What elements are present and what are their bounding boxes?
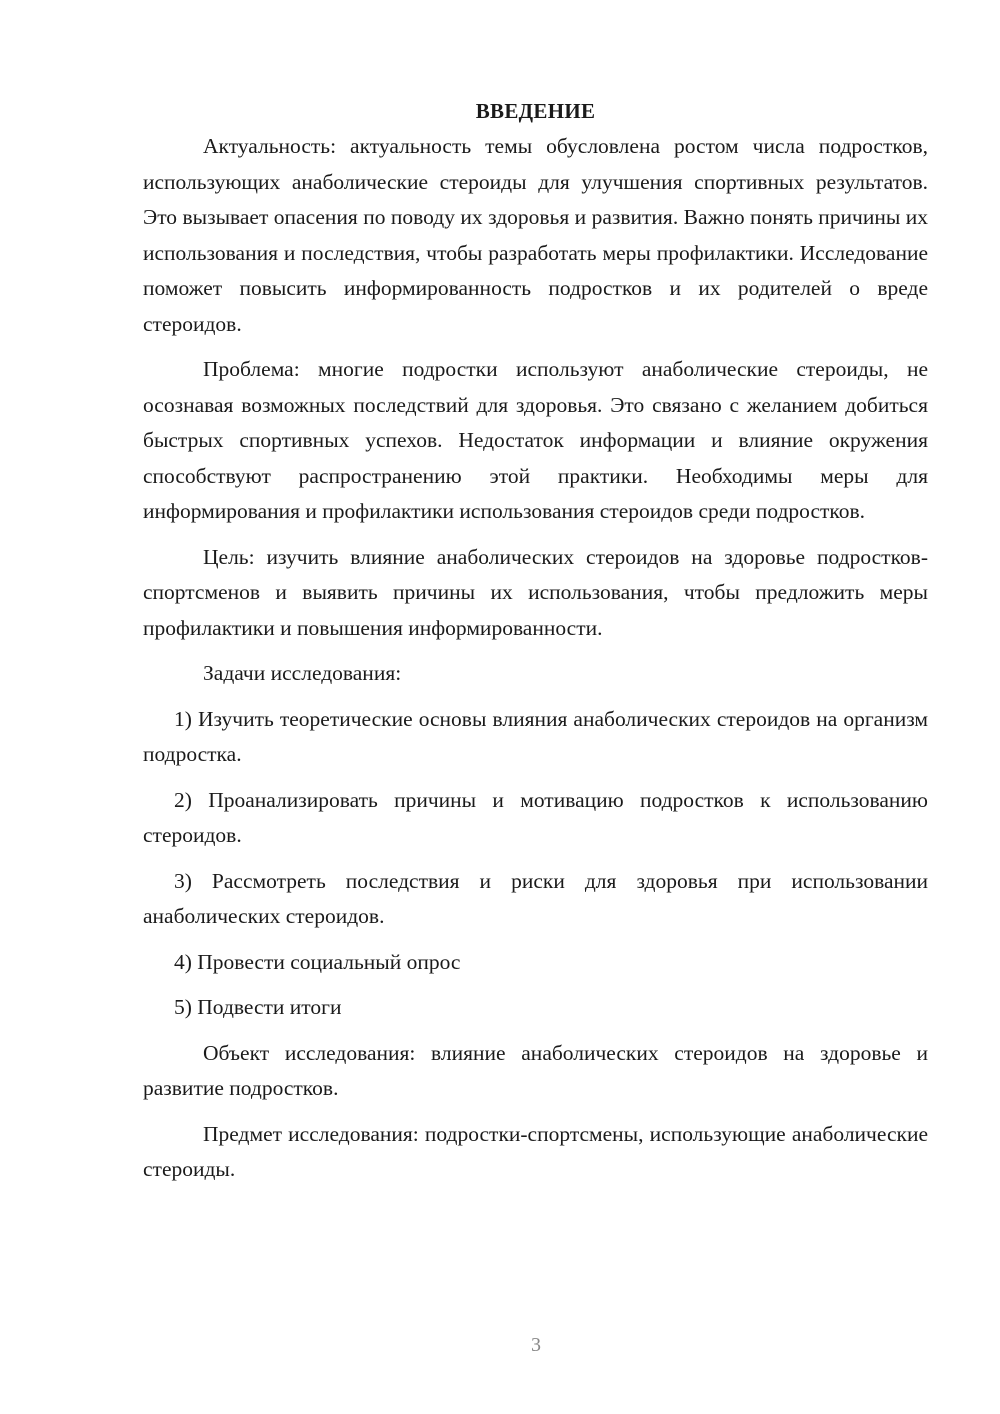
tasks-list	[143, 702, 928, 1026]
paragraph-object: Объект исследования: влияние анаболических стероидов на здоровье и развитие подростков.	[143, 1040, 928, 1100]
page-number: 3	[531, 1334, 541, 1356]
list-item: 1) Изучить теоретические основы влияния анаболических стероидов на организм подростка.	[143, 706, 928, 766]
list-item: 5) Подвести итоги	[174, 995, 342, 1019]
paragraph-subject: Предмет исследования: подростки-спортсмены, использующие анаболические стероиды.	[143, 1121, 928, 1181]
document-title: ВВЕДЕНИЕ	[475, 99, 596, 123]
paragraph-goal: Цель: изучить влияние анаболических стероидов на здоровье подростков-спортсменов и выявить причины их использования, чтобы предложить меры профилактики и повышения информированности.	[143, 544, 928, 640]
paragraph-tasks-heading: Задачи исследования:	[203, 661, 402, 685]
list-item: 4) Провести социальный опрос	[174, 949, 461, 974]
paragraph-relevance: Актуальность: актуальность темы обусловлена ростом числа подростков, использующих анаболические стероиды для улучшения спортивных результатов. Это вызывает опасения по поводу их здоровья и развития. Важно понять причины их использования и последствия, чтобы разработать меры профилактики. Исследование поможет повысить информированность подростков и их родителей о вреде стероидов.	[143, 134, 928, 336]
paragraph-problem: Проблема: многие подростки используют анаболические стероиды, не осознавая возможных последствий для здоровья. Это связано с желанием добиться быстрых спортивных успехов. Недостаток информации и влияние окружения способствуют распространению этой практики. Необходимы меры для информирования и профилактики использования стероидов среди подростков.	[143, 357, 928, 523]
document-page	[143, 96, 928, 1198]
list-item: 3) Рассмотреть последствия и риски для здоровья при использовании анаболических стероидов.	[143, 868, 928, 928]
list-item: 2) Проанализировать причины и мотивацию подростков к использованию стероидов.	[143, 787, 928, 847]
